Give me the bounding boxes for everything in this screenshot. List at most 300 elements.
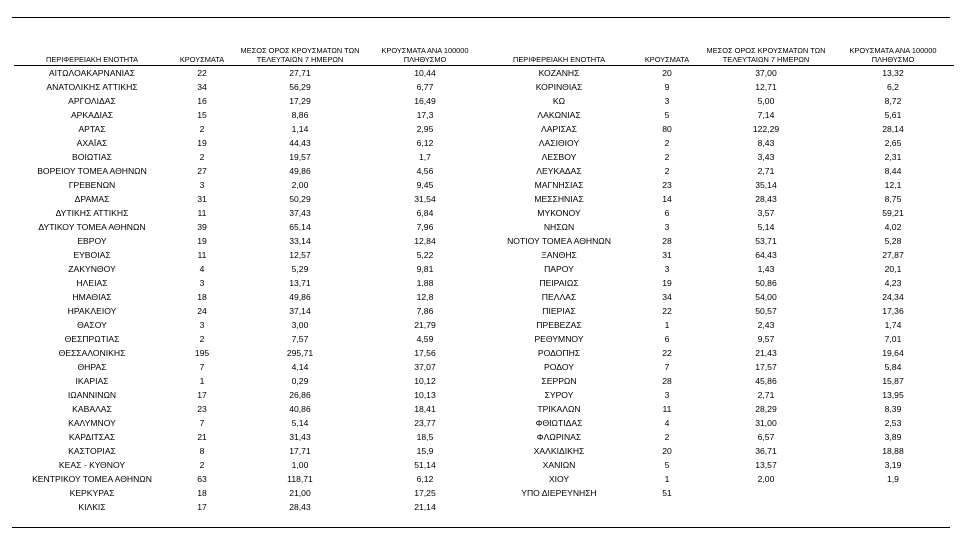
cases-cell: 11 <box>662 404 672 414</box>
avg-7-days-cell <box>700 486 832 500</box>
header-row <box>14 24 484 66</box>
region-cell: ΣΕΡΡΩΝ <box>541 376 577 386</box>
cases-cell: 3 <box>199 320 205 330</box>
region-cell: ΧΙΟΥ <box>548 474 570 484</box>
per-100k-cell: 5,61 <box>884 110 902 120</box>
region-cell: ΦΛΩΡΙΝΑΣ <box>536 432 582 442</box>
per-100k-cell: 13,95 <box>882 390 904 400</box>
region-cell: ΚΕΝΤΡΙΚΟΥ ΤΟΜΕΑ ΑΘΗΝΩΝ <box>32 474 152 484</box>
cases-cell: 22 <box>662 348 672 358</box>
per-100k-cell: 13,32 <box>882 68 904 78</box>
region-cell: ΦΘΙΩΤΙΔΑΣ <box>535 418 583 428</box>
avg-7-days-cell: 49,86 <box>289 166 311 176</box>
avg-7-days-cell: 0,29 <box>291 376 309 386</box>
region-cell: ΚΕΑΣ - ΚΥΘΝΟΥ <box>58 460 126 470</box>
cases-cell: 4 <box>664 418 670 428</box>
per-100k-cell: 5,84 <box>884 362 902 372</box>
table-row <box>484 486 954 500</box>
table-row <box>14 346 484 360</box>
per-100k-cell: 10,44 <box>414 68 436 78</box>
region-cell: ΔΥΤΙΚΟΥ ΤΟΜΕΑ ΑΘΗΝΩΝ <box>38 222 146 232</box>
region-cell: ΔΥΤΙΚΗΣ ΑΤΤΙΚΗΣ <box>55 208 129 218</box>
cases-cell: 31 <box>662 250 672 260</box>
header-cases: ΚΡΟΥΣΜΑΤΑ <box>634 24 700 66</box>
cases-cell: 22 <box>197 68 207 78</box>
avg-7-days-cell: 1,14 <box>291 124 309 134</box>
avg-7-days-cell: 44,43 <box>289 138 311 148</box>
region-cell: ΖΑΚΥΝΘΟΥ <box>68 264 116 274</box>
table-row <box>14 304 484 318</box>
avg-7-days-cell: 49,86 <box>289 292 311 302</box>
header-avg-7-days: ΜΕΣΟΣ ΟΡΟΣ ΚΡΟΥΣΜΑΤΩΝ ΤΩΝ ΤΕΛΕΥΤΑΙΩΝ 7 ΗΜΕΡΩΝ <box>234 24 366 66</box>
per-100k-cell: 31,54 <box>414 194 436 204</box>
avg-7-days-cell: 31,43 <box>289 432 311 442</box>
cases-cell: 63 <box>197 474 207 484</box>
table-row <box>14 150 484 164</box>
avg-7-days-cell: 27,71 <box>289 68 311 78</box>
per-100k-cell: 6,84 <box>416 208 434 218</box>
avg-7-days-cell: 28,29 <box>755 404 777 414</box>
table-row <box>484 276 954 290</box>
table-row <box>484 290 954 304</box>
header-cases: ΚΡΟΥΣΜΑΤΑ <box>170 24 234 66</box>
per-100k-cell: 15,87 <box>882 376 904 386</box>
cases-cell: 17 <box>197 502 207 512</box>
table-row <box>14 220 484 234</box>
region-cell: ΒΟΙΩΤΙΑΣ <box>72 152 112 162</box>
cases-cell: 195 <box>194 348 210 358</box>
cases-cell: 1 <box>664 474 670 484</box>
cases-cell: 15 <box>197 110 207 120</box>
region-cell: ΚΑΒΑΛΑΣ <box>72 404 112 414</box>
cases-cell: 17 <box>197 390 207 400</box>
region-cell: ΜΕΣΣΗΝΙΑΣ <box>534 194 584 204</box>
per-100k-cell: 17,25 <box>414 488 436 498</box>
cases-cell: 3 <box>664 222 670 232</box>
region-cell: ΚΑΛΥΜΝΟΥ <box>68 418 116 428</box>
cases-cell: 11 <box>197 208 207 218</box>
table-row <box>14 458 484 472</box>
avg-7-days-cell: 40,86 <box>289 404 311 414</box>
region-cell: ΡΕΘΥΜΝΟΥ <box>534 334 584 344</box>
table-row <box>14 192 484 206</box>
header-region: ΠΕΡΙΦΕΡΕΙΑΚΗ ΕΝΟΤΗΤΑ <box>484 24 634 66</box>
cases-cell: 34 <box>662 292 672 302</box>
avg-7-days-cell: 17,29 <box>289 96 311 106</box>
table-row <box>484 430 954 444</box>
avg-7-days-cell: 26,86 <box>289 390 311 400</box>
table-row <box>484 402 954 416</box>
table-row <box>14 178 484 192</box>
per-100k-cell: 21,79 <box>414 320 436 330</box>
cases-cell: 34 <box>197 82 207 92</box>
header-row <box>484 24 954 66</box>
cases-cell: 2 <box>199 460 205 470</box>
per-100k-cell: 2,53 <box>884 418 902 428</box>
table-row <box>484 360 954 374</box>
region-cell: ΚΙΛΚΙΣ <box>78 502 106 512</box>
avg-7-days-cell: 2,71 <box>757 390 775 400</box>
table-row <box>14 360 484 374</box>
cases-cell: 2 <box>664 138 670 148</box>
cases-cell: 16 <box>197 96 207 106</box>
avg-7-days-cell: 8,43 <box>757 138 775 148</box>
table-row <box>14 290 484 304</box>
cases-cell: 27 <box>197 166 207 176</box>
region-cell: ΜΑΓΝΗΣΙΑΣ <box>534 180 584 190</box>
cases-cell: 22 <box>662 306 672 316</box>
region-cell: ΚΩ <box>552 96 566 106</box>
region-cell: ΒΟΡΕΙΟΥ ΤΟΜΕΑ ΑΘΗΝΩΝ <box>37 166 147 176</box>
per-100k-cell: 20,1 <box>884 264 902 274</box>
cases-cell: 39 <box>197 222 207 232</box>
cases-cell: 2 <box>199 124 205 134</box>
table-row <box>484 234 954 248</box>
table-body-right <box>484 66 954 501</box>
avg-7-days-cell: 37,14 <box>289 306 311 316</box>
avg-7-days-cell: 19,57 <box>289 152 311 162</box>
header-avg-7-days: ΜΕΣΟΣ ΟΡΟΣ ΚΡΟΥΣΜΑΤΩΝ ΤΩΝ ΤΕΛΕΥΤΑΙΩΝ 7 ΗΜΕΡΩΝ <box>700 24 832 66</box>
avg-7-days-cell: 45,86 <box>755 376 777 386</box>
avg-7-days-cell: 295,71 <box>286 348 314 358</box>
per-100k-cell: 6,77 <box>416 82 434 92</box>
avg-7-days-cell: 3,57 <box>757 208 775 218</box>
per-100k-cell: 23,77 <box>414 418 436 428</box>
per-100k-cell: 21,14 <box>414 502 436 512</box>
region-cell: ΓΡΕΒΕΝΩΝ <box>68 180 116 190</box>
avg-7-days-cell: 33,14 <box>289 236 311 246</box>
table-row <box>484 178 954 192</box>
avg-7-days-cell: 118,71 <box>287 474 313 484</box>
table-row <box>14 332 484 346</box>
per-100k-cell: 3,19 <box>884 460 902 470</box>
region-cell: ΙΚΑΡΙΑΣ <box>75 376 109 386</box>
table-row <box>484 206 954 220</box>
region-cell: ΗΛΕΙΑΣ <box>76 278 108 288</box>
cases-cell: 19 <box>197 236 207 246</box>
avg-7-days-cell: 5,00 <box>757 96 775 106</box>
region-cell: ΕΒΡΟΥ <box>77 236 107 246</box>
per-100k-cell: 1,9 <box>887 474 899 484</box>
cases-cell: 11 <box>197 250 207 260</box>
cases-cell: 31 <box>197 194 207 204</box>
region-cell: ΑΡΓΟΛΙΔΑΣ <box>68 96 116 106</box>
per-100k-cell: 8,44 <box>884 166 902 176</box>
top-rule <box>12 17 950 18</box>
avg-7-days-cell: 17,57 <box>755 362 777 372</box>
per-100k-cell: 24,34 <box>882 292 904 302</box>
cases-cell: 9 <box>664 82 670 92</box>
avg-7-days-cell: 2,43 <box>757 320 775 330</box>
table-row <box>14 248 484 262</box>
table-row <box>484 304 954 318</box>
table-row <box>484 458 954 472</box>
region-cell: ΡΟΔΟΥ <box>544 362 574 372</box>
table-row <box>484 220 954 234</box>
per-100k-cell: 2,65 <box>884 138 902 148</box>
per-100k-cell: 18,88 <box>882 446 904 456</box>
table-row <box>484 472 954 486</box>
per-100k-cell: 12,8 <box>416 292 434 302</box>
per-100k-cell: 17,3 <box>416 110 434 120</box>
cases-cell: 2 <box>199 152 205 162</box>
table-row <box>14 136 484 150</box>
region-cell: ΠΕΛΛΑΣ <box>541 292 577 302</box>
cases-cell: 14 <box>662 194 672 204</box>
region-cell: ΛΑΚΩΝΙΑΣ <box>537 110 581 120</box>
per-100k-cell: 51,14 <box>414 460 436 470</box>
avg-7-days-cell: 8,86 <box>291 110 309 120</box>
table-row <box>484 108 954 122</box>
region-cell: ΚΑΣΤΟΡΙΑΣ <box>68 446 116 456</box>
per-100k-cell: 7,96 <box>416 222 434 232</box>
per-100k-cell: 1,74 <box>884 320 902 330</box>
per-100k-cell: 4,56 <box>416 166 434 176</box>
cases-cell: 3 <box>199 278 205 288</box>
table-row <box>484 80 954 94</box>
cases-cell: 23 <box>662 180 672 190</box>
per-100k-cell: 15,9 <box>416 446 434 456</box>
region-cell: ΠΡΕΒΕΖΑΣ <box>536 320 582 330</box>
avg-7-days-cell: 5,29 <box>291 264 309 274</box>
table-row <box>484 94 954 108</box>
region-cell: ΧΑΝΙΩΝ <box>542 460 576 470</box>
region-cell: ΠΙΕΡΙΑΣ <box>542 306 576 316</box>
cases-cell: 51 <box>662 488 672 498</box>
table-row <box>14 388 484 402</box>
table-row <box>484 346 954 360</box>
cases-cell: 7 <box>199 362 205 372</box>
per-100k-cell: 8,75 <box>884 194 902 204</box>
per-100k-cell: 16,49 <box>414 96 436 106</box>
cases-cell: 3 <box>664 96 670 106</box>
avg-7-days-cell: 65,14 <box>289 222 311 232</box>
avg-7-days-cell: 28,43 <box>755 194 777 204</box>
table-row <box>484 122 954 136</box>
avg-7-days-cell: 2,00 <box>291 180 309 190</box>
cases-cell: 2 <box>664 166 670 176</box>
per-100k-cell: 4,23 <box>884 278 902 288</box>
region-cell: ΙΩΑΝΝΙΝΩΝ <box>67 390 117 400</box>
region-cell: ΚΟΡΙΝΘΙΑΣ <box>535 82 583 92</box>
avg-7-days-cell: 5,14 <box>291 418 309 428</box>
per-100k-cell: 7,01 <box>884 334 902 344</box>
avg-7-days-cell: 3,00 <box>291 320 309 330</box>
table-row <box>484 388 954 402</box>
avg-7-days-cell: 35,14 <box>755 180 777 190</box>
table-row <box>484 164 954 178</box>
avg-7-days-cell: 7,14 <box>757 110 775 120</box>
per-100k-cell: 8,39 <box>884 404 902 414</box>
per-100k-cell <box>832 486 954 500</box>
header-region: ΠΕΡΙΦΕΡΕΙΑΚΗ ΕΝΟΤΗΤΑ <box>14 24 170 66</box>
cases-cell: 21 <box>197 432 207 442</box>
cases-cell: 2 <box>199 334 205 344</box>
table-row <box>14 234 484 248</box>
per-100k-cell: 27,87 <box>882 250 904 260</box>
cases-table-left <box>14 24 484 514</box>
region-cell: ΘΗΡΑΣ <box>77 362 107 372</box>
cases-cell: 8 <box>199 446 205 456</box>
avg-7-days-cell: 1,43 <box>757 264 775 274</box>
avg-7-days-cell: 7,57 <box>291 334 309 344</box>
table-row <box>14 472 484 486</box>
per-100k-cell: 5,22 <box>416 250 434 260</box>
region-cell: ΘΕΣΠΡΩΤΙΑΣ <box>64 334 120 344</box>
table-row <box>484 248 954 262</box>
cases-cell: 6 <box>664 208 670 218</box>
per-100k-cell: 6,2 <box>887 82 899 92</box>
per-100k-cell: 17,56 <box>414 348 436 358</box>
table-row <box>484 192 954 206</box>
per-100k-cell: 6,12 <box>416 474 434 484</box>
table-row <box>14 80 484 94</box>
avg-7-days-cell: 50,57 <box>755 306 777 316</box>
table-row <box>14 276 484 290</box>
region-cell: ΑΡΚΑΔΙΑΣ <box>70 110 114 120</box>
avg-7-days-cell: 37,00 <box>755 68 777 78</box>
per-100k-cell: 3,89 <box>884 432 902 442</box>
avg-7-days-cell: 37,43 <box>289 208 311 218</box>
table-row <box>484 332 954 346</box>
table-row <box>14 416 484 430</box>
table-row <box>484 136 954 150</box>
per-100k-cell: 1,88 <box>416 278 434 288</box>
region-cell: ΛΕΥΚΑΔΑΣ <box>536 166 582 176</box>
table-row <box>14 122 484 136</box>
cases-cell: 23 <box>197 404 207 414</box>
per-100k-cell: 4,02 <box>884 222 902 232</box>
per-100k-cell: 9,45 <box>416 180 434 190</box>
region-cell: ΛΑΡΙΣΑΣ <box>541 124 577 134</box>
per-100k-cell: 37,07 <box>414 362 436 372</box>
per-100k-cell: 6,12 <box>416 138 434 148</box>
avg-7-days-cell: 53,71 <box>755 236 777 246</box>
region-cell: ΡΟΔΟΠΗΣ <box>537 348 581 358</box>
table-row <box>484 66 954 81</box>
bottom-rule <box>12 527 950 528</box>
cases-cell: 2 <box>664 432 670 442</box>
table-row <box>14 374 484 388</box>
avg-7-days-cell: 21,43 <box>755 348 777 358</box>
region-cell: ΚΕΡΚΥΡΑΣ <box>69 488 115 498</box>
cases-cell: 4 <box>199 264 205 274</box>
avg-7-days-cell: 21,00 <box>289 488 311 498</box>
cases-cell: 7 <box>199 418 205 428</box>
per-100k-cell: 28,14 <box>882 124 904 134</box>
region-cell: ΤΡΙΚΑΛΩΝ <box>537 404 581 414</box>
avg-7-days-cell: 2,71 <box>757 166 775 176</box>
per-100k-cell: 19,64 <box>882 348 904 358</box>
cases-cell: 5 <box>664 460 670 470</box>
avg-7-days-cell: 50,29 <box>289 194 311 204</box>
cases-cell: 18 <box>197 292 207 302</box>
per-100k-cell: 5,28 <box>884 236 902 246</box>
per-100k-cell: 59,21 <box>882 208 904 218</box>
avg-7-days-cell: 6,57 <box>757 432 775 442</box>
avg-7-days-cell: 5,14 <box>757 222 775 232</box>
region-cell: ΠΕΙΡΑΙΩΣ <box>539 278 579 288</box>
avg-7-days-cell: 2,00 <box>757 474 775 484</box>
cases-cell: 28 <box>662 236 672 246</box>
per-100k-cell: 2,95 <box>416 124 434 134</box>
avg-7-days-cell: 31,00 <box>755 418 777 428</box>
region-cell: ΚΑΡΔΙΤΣΑΣ <box>68 432 116 442</box>
per-100k-cell: 12,84 <box>414 236 436 246</box>
table-row <box>484 262 954 276</box>
per-100k-cell: 12,1 <box>884 180 902 190</box>
region-cell: ΑΡΤΑΣ <box>78 124 106 134</box>
table-row <box>484 318 954 332</box>
region-cell: ΘΑΣΟΥ <box>77 320 107 330</box>
cases-cell: 1 <box>664 320 670 330</box>
table-row <box>484 416 954 430</box>
table-row <box>14 94 484 108</box>
avg-7-days-cell: 12,57 <box>289 250 311 260</box>
per-100k-cell: 9,81 <box>416 264 434 274</box>
avg-7-days-cell: 54,00 <box>755 292 777 302</box>
table-body-left <box>14 66 484 515</box>
region-cell: ΝΗΣΩΝ <box>543 222 575 232</box>
table-row <box>484 150 954 164</box>
avg-7-days-cell: 4,14 <box>291 362 309 372</box>
avg-7-days-cell: 56,29 <box>289 82 311 92</box>
table-row <box>14 164 484 178</box>
region-cell: ΔΡΑΜΑΣ <box>74 194 110 204</box>
per-100k-cell: 7,86 <box>416 306 434 316</box>
cases-cell: 19 <box>197 138 207 148</box>
table-row <box>14 206 484 220</box>
table-row <box>14 402 484 416</box>
region-cell: ΠΑΡΟΥ <box>544 264 574 274</box>
cases-cell: 24 <box>197 306 207 316</box>
avg-7-days-cell: 122,29 <box>752 124 780 134</box>
table-row <box>14 108 484 122</box>
per-100k-cell: 4,59 <box>416 334 434 344</box>
region-cell: ΛΑΣΙΘΙΟΥ <box>538 138 580 148</box>
header-per-100k: ΚΡΟΥΣΜΑΤΑ ΑΝΑ 100000 ΠΛΗΘΥΣΜΟ <box>366 24 484 66</box>
cases-cell: 6 <box>664 334 670 344</box>
avg-7-days-cell: 13,57 <box>755 460 777 470</box>
region-cell: ΥΠΟ ΔΙΕΡΕΥΝΗΣΗ <box>521 488 597 498</box>
per-100k-cell: 17,36 <box>882 306 904 316</box>
table-row <box>484 374 954 388</box>
table-row <box>14 262 484 276</box>
cases-cell: 80 <box>662 124 672 134</box>
region-cell: ΝΟΤΙΟΥ ΤΟΜΕΑ ΑΘΗΝΩΝ <box>507 236 611 246</box>
per-100k-cell: 18,41 <box>414 404 436 414</box>
region-cell: ΗΡΑΚΛΕΙΟΥ <box>67 306 117 316</box>
cases-cell: 20 <box>662 446 672 456</box>
region-cell: ΗΜΑΘΙΑΣ <box>72 292 112 302</box>
table-row <box>484 444 954 458</box>
cases-cell: 3 <box>199 180 205 190</box>
region-cell: ΕΥΒΟΙΑΣ <box>73 250 111 260</box>
region-cell: ΚΟΖΑΝΗΣ <box>538 68 580 78</box>
cases-cell: 3 <box>664 264 670 274</box>
cases-cell: 18 <box>197 488 207 498</box>
table-row <box>14 500 484 514</box>
avg-7-days-cell: 12,71 <box>755 82 777 92</box>
table-row <box>14 318 484 332</box>
avg-7-days-cell: 36,71 <box>755 446 777 456</box>
cases-cell: 20 <box>662 68 672 78</box>
table-row <box>14 486 484 500</box>
cases-table-right <box>484 24 954 500</box>
region-cell: ΑΝΑΤΟΛΙΚΗΣ ΑΤΤΙΚΗΣ <box>46 82 138 92</box>
avg-7-days-cell: 3,43 <box>757 152 775 162</box>
region-cell: ΘΕΣΣΑΛΟΝΙΚΗΣ <box>58 348 126 358</box>
